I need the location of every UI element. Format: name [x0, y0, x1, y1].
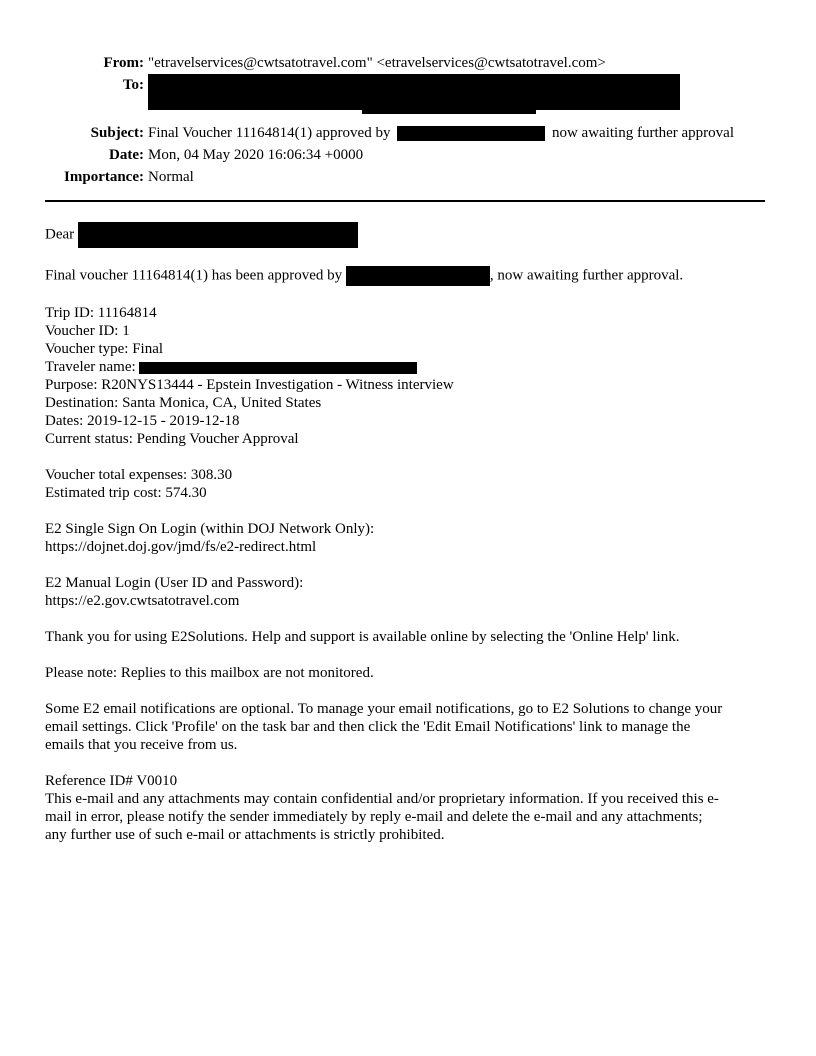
disclaimer [45, 772, 775, 844]
voucher-type: Voucher type: Final [45, 341, 164, 357]
sso-login [45, 520, 775, 556]
redaction-recipient [78, 222, 358, 248]
reference-id: Reference ID# V0010 [45, 773, 178, 789]
traveler-name-line [45, 358, 775, 376]
from-value: "etravelservices@cwtsatotravel.com" <etravelservices@cwtsatotravel.com> [148, 55, 606, 71]
header-divider [45, 200, 765, 202]
redaction-to-underline [362, 110, 536, 114]
sso-label: E2 Single Sign On Login (within DOJ Network Only): [45, 521, 375, 537]
to-row [0, 76, 816, 124]
date-row [0, 146, 816, 168]
trip-details [45, 304, 775, 448]
subject-value [148, 124, 734, 142]
confidential-line-1: This e-mail and any attachments may contain confidential and/or proprietary information. If you received this e- [45, 791, 719, 807]
thanks-text: Thank you for using E2Solutions. Help and support is available online by selecting the 'Online Help' link. [45, 629, 680, 645]
importance-label: Importance: [64, 169, 144, 185]
estimated-cost: Estimated trip cost: 574.30 [45, 485, 207, 501]
date-label: Date: [109, 147, 144, 163]
email-header [0, 54, 816, 190]
confidential-line-3: any further use of such e-mail or attachments is strictly prohibited. [45, 827, 445, 843]
confidential-line-2: mail in error, please notify the sender immediately by reply e-mail and delete the e-mail and any attachments; [45, 809, 703, 825]
manual-url[interactable]: https://e2.gov.cwtsatotravel.com [45, 593, 240, 609]
greeting [45, 222, 775, 248]
traveler-name-label: Traveler name: [45, 359, 136, 375]
from-label: From: [103, 55, 144, 71]
approval-text-post: , now awaiting further approval. [489, 267, 684, 284]
optional-notifications [45, 700, 775, 754]
importance-value: Normal [148, 169, 194, 185]
redaction-subject [397, 126, 545, 141]
subject-row [0, 124, 816, 146]
approval-text-pre: Final voucher 11164814(1) has been approved by [45, 267, 343, 284]
purpose: Purpose: R20NYS13444 - Epstein Investigation - Witness interview [45, 377, 454, 393]
voucher-id: Voucher ID: 1 [45, 323, 130, 339]
greeting-text: Dear [45, 226, 75, 243]
subject-text-pre: Final Voucher 11164814(1) approved by [148, 125, 391, 141]
manual-login [45, 574, 775, 610]
expense-summary [45, 466, 775, 502]
optional-line-2: email settings. Click 'Profile' on the task bar and then click the 'Edit Email Notifications' link to manage the [45, 719, 691, 735]
destination: Destination: Santa Monica, CA, United States [45, 395, 322, 411]
approval-line [45, 266, 775, 286]
sso-url[interactable]: https://dojnet.doj.gov/jmd/fs/e2-redirect.html [45, 539, 317, 555]
from-row [0, 54, 816, 76]
dates: Dates: 2019-12-15 - 2019-12-18 [45, 413, 240, 429]
trip-id: Trip ID: 11164814 [45, 305, 157, 321]
current-status: Current status: Pending Voucher Approval [45, 431, 299, 447]
note-text: Please note: Replies to this mailbox are not monitored. [45, 665, 374, 681]
to-label: To: [122, 77, 144, 93]
subject-text-post: now awaiting further approval [551, 125, 734, 141]
optional-line-3: emails that you receive from us. [45, 737, 238, 753]
redaction-traveler-name [139, 362, 417, 374]
redaction-to [148, 74, 680, 110]
manual-label: E2 Manual Login (User ID and Password): [45, 575, 304, 591]
date-value: Mon, 04 May 2020 16:06:34 +0000 [148, 147, 364, 163]
optional-line-1: Some E2 email notifications are optional. To manage your email notifications, go to E2 Solutions to change your [45, 701, 723, 717]
redaction-approver [346, 266, 490, 286]
email-body [45, 222, 775, 862]
importance-row [0, 168, 816, 190]
subject-label: Subject: [90, 125, 144, 141]
voucher-total: Voucher total expenses: 308.30 [45, 467, 233, 483]
